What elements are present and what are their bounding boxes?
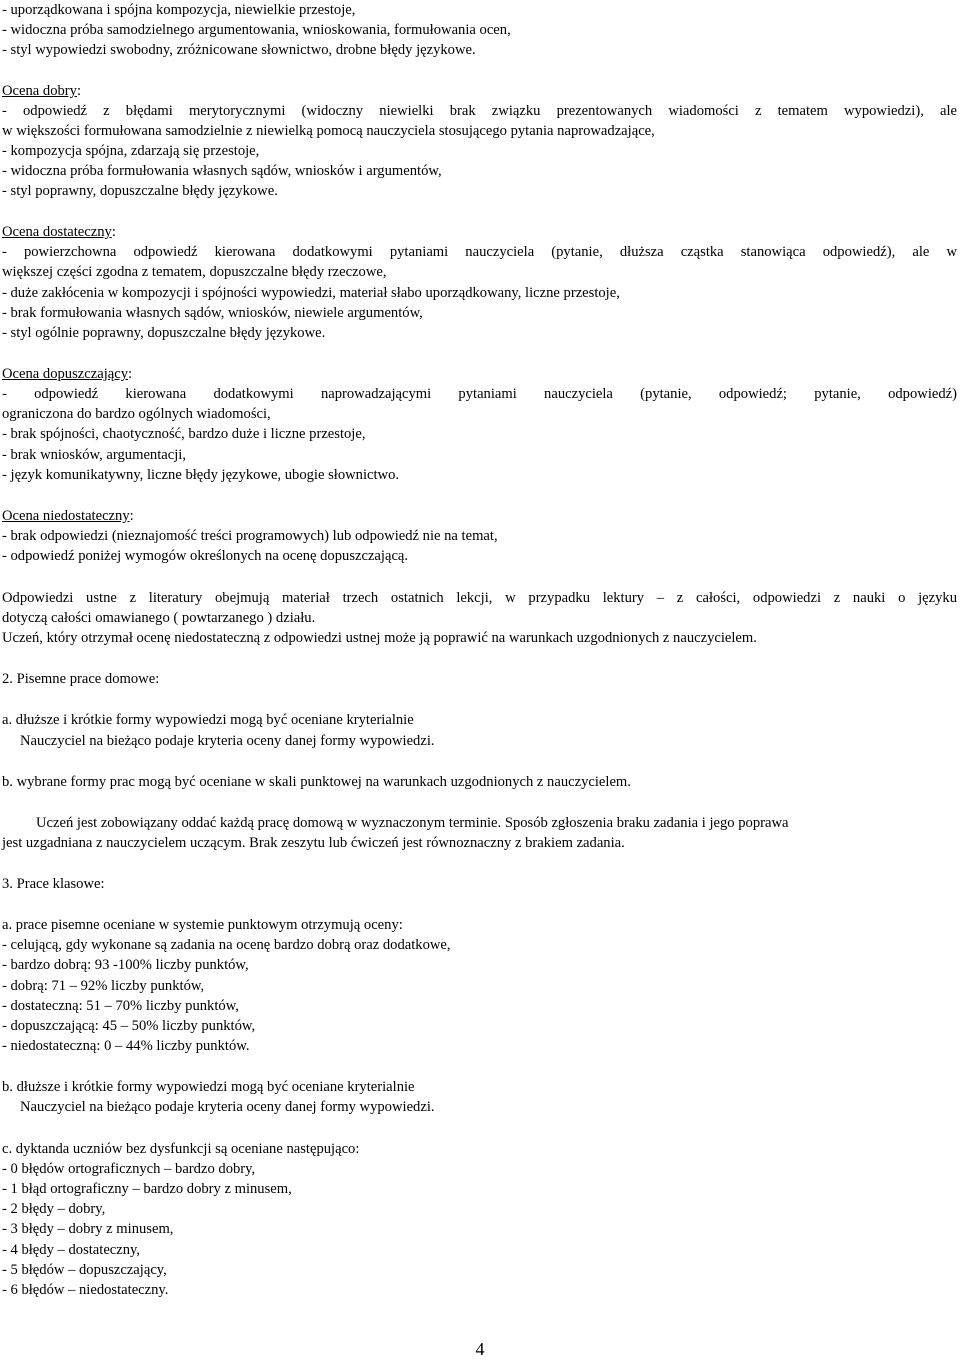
text-line: - dostateczną: 51 – 70% liczby punktów, <box>2 998 239 1014</box>
text-line: Uczeń jest zobowiązany oddać każdą pracę domową w wyznaczonym terminie. Sposób zgłoszenia braku zadania i jego poprawa <box>36 815 789 831</box>
text-line: w większości formułowana samodzielnie z niewielką pomocą nauczyciela stosującego pytania naprowadzające, <box>2 123 655 139</box>
text-line: - dobrą: 71 – 92% liczby punktów, <box>2 978 205 994</box>
text-line: - 5 błędów – dopuszczający, <box>2 1262 167 1278</box>
text-line: - bardzo dobrą: 93 -100% liczby punktów, <box>2 957 249 973</box>
text-line: większej części zgodna z tematem, dopuszczalne błędy rzeczowe, <box>2 264 387 280</box>
text-line: - widoczna próba samodzielnego argumentowania, wnioskowania, formułowania ocen, <box>2 22 511 38</box>
text-line: c. dyktanda uczniów bez dysfunkcji są oceniane następująco: <box>2 1141 360 1157</box>
text-line: - duże zakłócenia w kompozycji i spójności wypowiedzi, materiał słabo uporządkowany, liczne przestoje, <box>2 285 620 301</box>
text-line: - odpowiedź poniżej wymogów określonych na ocenę dopuszczającą. <box>2 548 409 564</box>
text-line: - odpowiedź kierowana dodatkowymi naprowadzającymi pytaniami nauczyciela (pytanie, odpowiedź; pytanie, odpowiedź) <box>2 386 957 402</box>
text-line: - 4 błędy – dostateczny, <box>2 1242 141 1258</box>
text-line: b. dłuższe i krótkie formy wypowiedzi mogą być oceniane kryterialnie <box>2 1079 415 1095</box>
text-line: b. wybrane formy prac mogą być oceniane w skali punktowej na warunkach uzgodnionych z nauczycielem. <box>2 774 631 790</box>
text-line: - styl poprawny, dopuszczalne błędy językowe. <box>2 183 278 199</box>
section-heading-colon: : <box>128 366 133 382</box>
text-line: Odpowiedzi ustne z literatury obejmują materiał trzech ostatnich lekcji, w przypadku lektury – z całości, odpowiedzi z nauki o języku <box>2 590 957 606</box>
text-line: - odpowiedź z błędami merytorycznymi (widoczny niewielki brak związku prezentowanych wiadomości z tematem wypowiedzi), ale <box>2 103 957 119</box>
text-line: - 1 błąd ortograficzny – bardzo dobry z minusem, <box>2 1181 292 1197</box>
text-line: a. prace pisemne oceniane w systemie punktowym otrzymują oceny: <box>2 917 403 933</box>
text-line: 2. Pisemne prace domowe: <box>2 671 160 687</box>
text-line: - brak formułowania własnych sądów, wniosków, niewiele argumentów, <box>2 305 423 321</box>
text-line: Uczeń, który otrzymał ocenę niedostateczną z odpowiedzi ustnej może ją poprawić na warunkach uzgodnionych z nauczycielem. <box>2 630 757 646</box>
text-line: dotyczą całości omawianego ( powtarzanego ) działu. <box>2 610 316 626</box>
text-line: - 3 błędy – dobry z minusem, <box>2 1221 174 1237</box>
text-line: - dopuszczającą: 45 – 50% liczby punktów, <box>2 1018 256 1034</box>
section-heading <box>2 364 957 384</box>
text-line: - styl wypowiedzi swobodny, zróżnicowane słownictwo, drobne błędy językowe. <box>2 42 476 58</box>
section-heading <box>2 506 957 526</box>
text-line: - brak spójności, chaotyczność, bardzo duże i liczne przestoje, <box>2 426 366 442</box>
section-heading-colon: : <box>111 224 116 240</box>
section-heading <box>2 222 957 242</box>
text-line: - brak odpowiedzi (nieznajomość treści programowych) lub odpowiedź nie na temat, <box>2 528 498 544</box>
text-line: - uporządkowana i spójna kompozycja, niewielkie przestoje, <box>2 2 356 18</box>
text-line: - 6 błędów – niedostateczny. <box>2 1282 169 1298</box>
section-heading-colon: : <box>76 83 82 99</box>
text-line: - widoczna próba formułowania własnych sądów, wniosków i argumentów, <box>2 163 442 179</box>
text-line: - styl ogólnie poprawny, dopuszczalne błędy językowe. <box>2 325 326 341</box>
text-line: Nauczyciel na bieżąco podaje kryteria oceny danej formy wypowiedzi. <box>20 1099 435 1115</box>
section-heading-label: Ocena niedostateczny <box>2 508 130 524</box>
text-line: - niedostateczną: 0 – 44% liczby punktów. <box>2 1038 250 1054</box>
text-line: a. dłuższe i krótkie formy wypowiedzi mogą być oceniane kryterialnie <box>2 712 414 728</box>
text-line: ograniczona do bardzo ogólnych wiadomości, <box>2 406 271 422</box>
section-heading <box>2 81 957 101</box>
text-line: - celującą, gdy wykonane są zadania na ocenę bardzo dobrą oraz dodatkowe, <box>2 937 451 953</box>
section-heading-label: Ocena dobry <box>2 83 77 99</box>
text-line: Nauczyciel na bieżąco podaje kryteria oceny danej formy wypowiedzi. <box>20 733 435 749</box>
text-line: - brak wniosków, argumentacji, <box>2 447 186 463</box>
section-heading-label: Ocena dostateczny <box>2 224 112 240</box>
text-line: - język komunikatywny, liczne błędy językowe, ubogie słownictwo. <box>2 467 400 483</box>
section-heading-label: Ocena dopuszczający <box>2 366 128 382</box>
text-line: - powierzchowna odpowiedź kierowana dodatkowymi pytaniami nauczyciela (pytanie, dłuższa cząstka stanowiąca odpowiedź), ale w <box>2 244 957 260</box>
text-line: jest uzgadniana z nauczycielem uczącym. Brak zeszytu lub ćwiczeń jest równoznaczny z brakiem zadania. <box>2 835 625 851</box>
text-line: - 2 błędy – dobry, <box>2 1201 106 1217</box>
section-heading-colon: : <box>129 508 134 524</box>
text-line: - kompozycja spójna, zdarzają się przestoje, <box>2 143 260 159</box>
text-line: - 0 błędów ortograficznych – bardzo dobry, <box>2 1161 256 1177</box>
page-number: 4 <box>475 1339 485 1359</box>
text-line: 3. Prace klasowe: <box>2 876 105 892</box>
